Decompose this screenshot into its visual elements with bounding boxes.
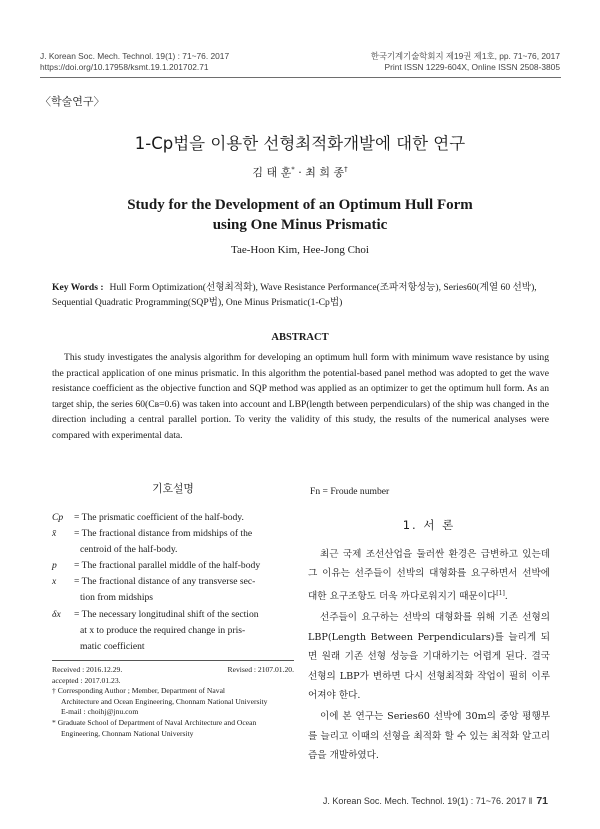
author-separator: ·: [294, 166, 306, 179]
revised-date: Revised : 2107.01.20.: [227, 665, 294, 674]
title-en-line-1: Study for the Development of an Optimum Hull Form: [127, 197, 473, 213]
doi-link[interactable]: https://doi.org/10.17958/ksmt.19.1.201702.71: [40, 62, 209, 72]
keywords-label: Key Words :: [52, 282, 104, 293]
citation-ref[interactable]: [1]: [496, 589, 505, 597]
author-2: 최 희 종: [305, 166, 345, 179]
introduction-heading: 1. 서 론: [402, 518, 456, 532]
section-tag: 〈학술연구〉: [40, 95, 105, 108]
intro-paragraph: 선주들이 요구하는 선박의 대형화를 위해 기존 선형의 LBP(Length Between Perpendiculars)를 늘리게 되면 원래 기존 선형 성능을 기대하기는 어렵게 된다. 결국 선형의 LBP가 변하면 다시 선형최적화 작업이 필히 이루어져야 한다.: [308, 612, 550, 702]
journal-issn: [371, 51, 560, 73]
authors-english: Tae-Hoon Kim, Hee-Jong Choi: [231, 244, 369, 256]
nomenclature-item: [52, 607, 294, 655]
page-number: 71: [536, 795, 548, 807]
introduction-body: [308, 545, 550, 768]
nomenclature-definition: = The fractional distance from midships of the: [74, 528, 253, 540]
journal-citation: [40, 51, 229, 73]
corresponding-author-note: † Corresponding Author ; Member, Department of Naval: [52, 686, 226, 696]
authors-korean: [0, 164, 600, 180]
author-1: 김 태 훈: [252, 166, 292, 179]
intro-paragraph: 이에 본 연구는 Series60 선박에 30m의 중앙 평행부를 늘리고 이때의 선형을 최적화 할 수 있는 최적화 알고리즘을 개발하였다.: [308, 711, 550, 762]
nomenclature-definition-cont: centroid of the half-body.: [80, 544, 178, 556]
nomenclature-item: [52, 574, 294, 606]
keywords-text: Hull Form Optimization(선형최적화), Wave Resistance Performance(조파저항성능), Series60(계열 60 선박), Sequential Quadratic Programming(SQP법), One Minus Prismatic(1-Cp법): [52, 282, 537, 308]
nomenclature-item: [52, 526, 294, 558]
nomenclature-definition: = The prismatic coefficient of the half-body.: [74, 512, 244, 523]
header-rule: [40, 77, 561, 78]
nomenclature-definition: = The necessary longitudinal shift of the section: [74, 608, 259, 620]
corresponding-author-affiliation: Architecture and Ocean Engineering, Chonnam National University: [61, 696, 268, 706]
nomenclature-definition-cont: tion from midships: [80, 592, 154, 604]
nomenclature-list: [52, 510, 294, 655]
author-1-mark: *: [291, 165, 295, 174]
title-korean: 1-Cp법을 이용한 선형최적화개발에 대한 연구: [134, 134, 466, 153]
footer-citation: J. Korean Soc. Mech. Technol. 19(1) : 71~76. 2017 ‖: [322, 796, 533, 806]
nomenclature-symbol: x: [52, 576, 57, 588]
nomenclature-definition-cont: at x to produce the required change in pris-: [80, 624, 246, 636]
citation-line: J. Korean Soc. Mech. Technol. 19(1) : 71~76. 2017: [40, 51, 230, 61]
keywords: [52, 280, 549, 310]
nomenclature-symbol: x̄: [52, 528, 57, 540]
abstract-heading: ABSTRACT: [271, 332, 329, 343]
received-date: Received : 2016.12.29.: [52, 665, 123, 674]
page-footer: [323, 795, 548, 807]
nomenclature-item: [52, 558, 294, 574]
abstract-text: This study investigates the analysis algorithm for developing an optimum hull form with minimum wave resistance by using the practical application of one minus prismatic. In this algorithm the potential-based panel method was adopted to get the wave resistance coefficient as the objective function and SQP method was applied as an optimizer to get the optimum hull form. As an target ship, the series 60(Cʙ=0.6) was taken into account and LBP(length between perpendiculars) of the ship was changed in the direction including a central parallel portion. To verity the validity of this study, the results of the numerical analyses were compared with experimental data.: [52, 352, 549, 441]
corresponding-author-email[interactable]: E-mail : choihj@jnu.com: [61, 707, 139, 717]
footnotes: [52, 665, 294, 739]
nomenclature-definition: = The fractional distance of any transverse sec-: [74, 576, 256, 588]
journal-volume-kr: 한국기계기술학회지 제19권 제1호, pp. 71~76, 2017: [370, 51, 560, 61]
footnote-rule: [52, 660, 294, 661]
intro-paragraph-text: 최근 국제 조선산업을 둘러싼 환경은 급변하고 있는데 그 이유는 선주들이 선박의 대형화를 요구하면서 선박에 대한 요구조항도 더욱 까다로워지기 때문이다: [308, 549, 550, 602]
nomenclature-item: [52, 510, 294, 526]
froude-number-definition: Fn = Froude number: [310, 486, 390, 497]
title-en-line-2: using One Minus Prismatic: [212, 217, 388, 233]
nomenclature-definition: = The fractional parallel middle of the half-body: [74, 560, 261, 572]
accepted-date: accepted : 2017.01.23.: [52, 675, 121, 685]
nomenclature-symbol: Cp: [52, 512, 64, 523]
intro-paragraph: [308, 545, 550, 606]
author-2-mark: †: [344, 165, 348, 174]
nomenclature-symbol: p: [52, 560, 57, 572]
issn-line: Print ISSN 1229-604X, Online ISSN 2508-3805: [384, 62, 560, 72]
title-english: [0, 195, 600, 235]
nomenclature-symbol: δx: [52, 608, 61, 620]
intro-paragraph-end: .: [504, 591, 508, 602]
graduate-school-note: * Graduate School of Department of Naval Architecture and Ocean: [52, 717, 257, 727]
nomenclature-heading: 기호설명: [152, 482, 194, 495]
graduate-school-affiliation: Engineering, Chonnam National University: [61, 728, 194, 738]
nomenclature-definition-cont: matic coefficient: [80, 640, 145, 652]
